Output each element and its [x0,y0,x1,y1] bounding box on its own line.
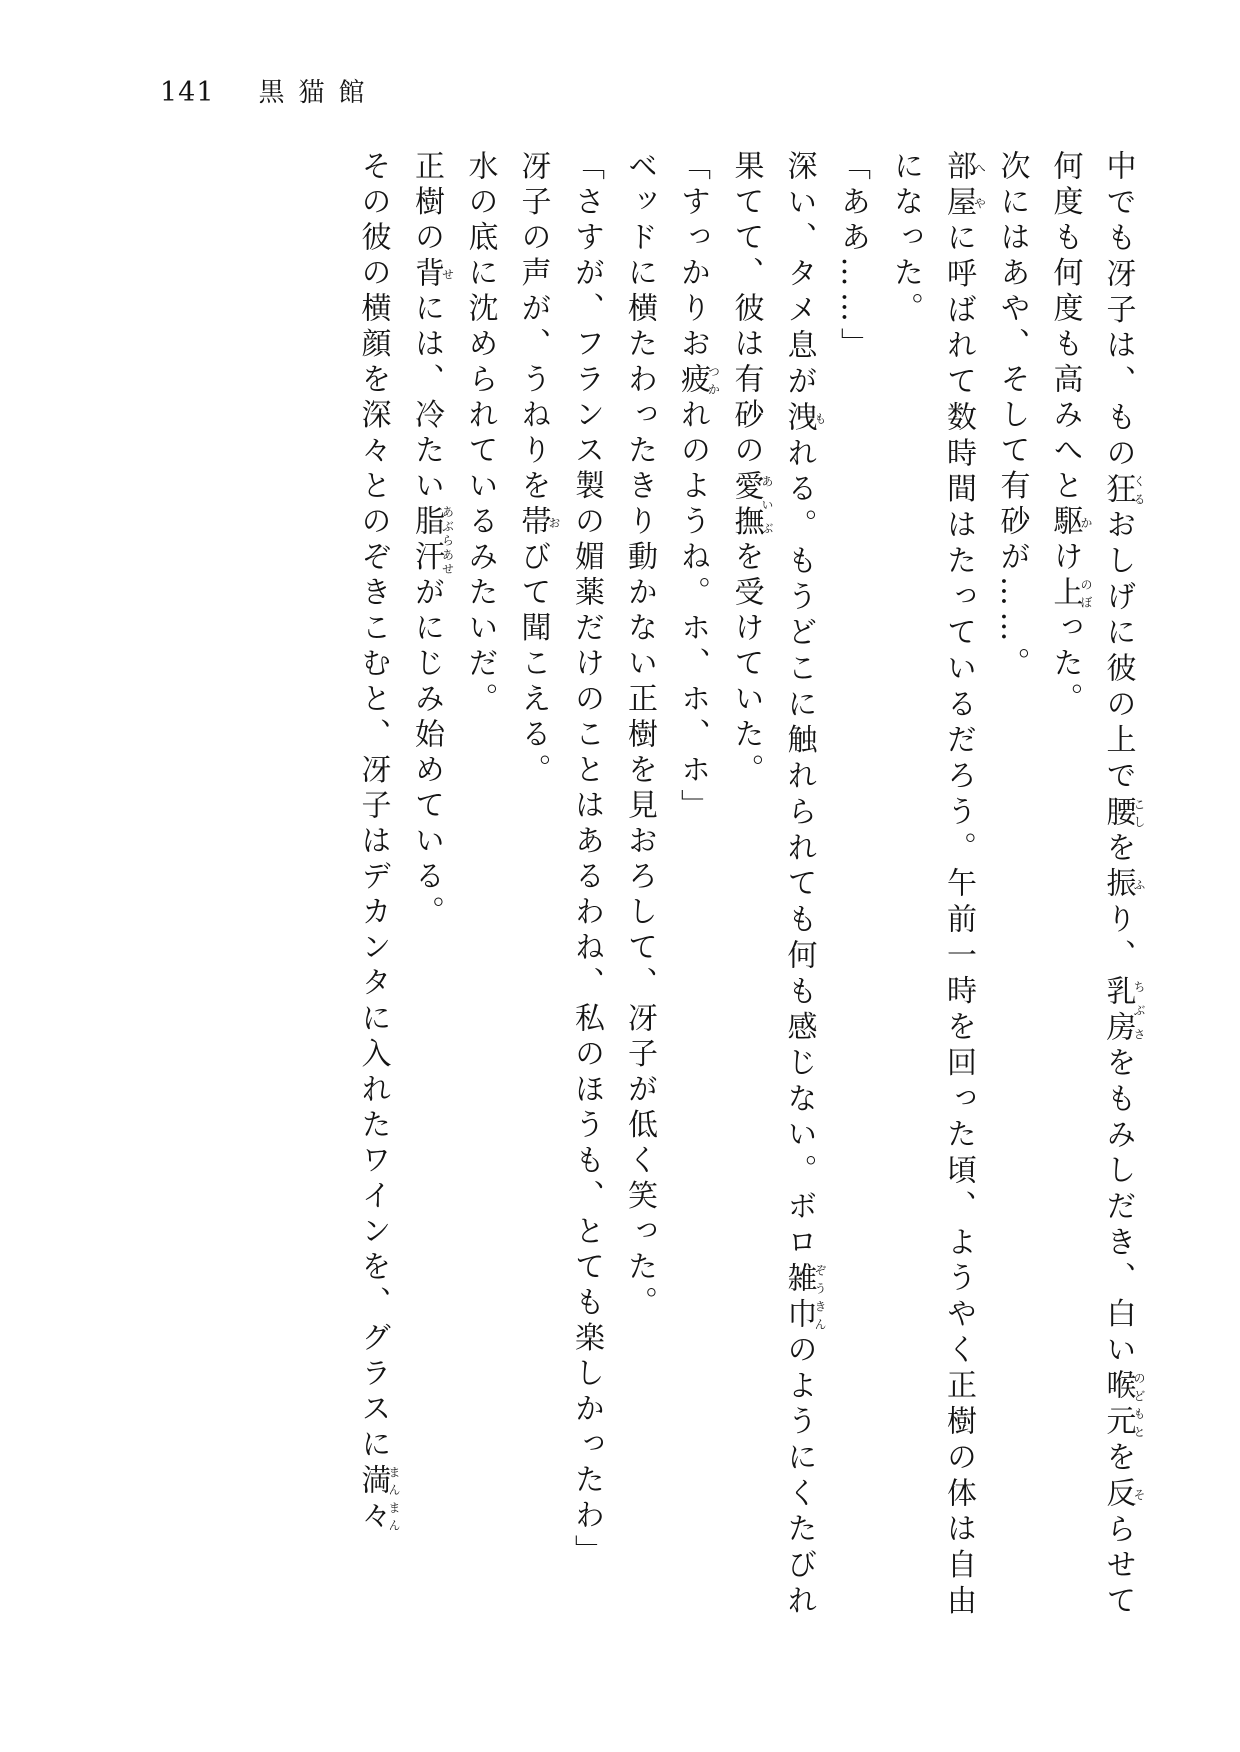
paragraph: 「すっかりお疲つかれのようね。ホ、ホ、ホ」 [675,150,721,825]
ruby-group: 振ふ [1100,867,1146,904]
page-body [145,150,1145,1630]
ruby-group: 満々まんまん [355,1463,401,1535]
ruby-group: 愛撫あいぶ [728,469,774,541]
page-header [160,72,379,109]
paragraph: 中でも冴子は、もの狂くるおしげに彼の上で腰こしを振ふり、乳房ちぶさをもみしだき、白い喉元のどもとを反そらせて何度も何度も高みへと駆かけ上のぼった。 [1047,150,1146,1621]
ruby-group: 反そ [1100,1477,1146,1513]
ruby-group: 喉元のどもと [1100,1369,1146,1442]
ruby-group: 狂くる [1100,472,1146,509]
ruby-group: 背せ [409,256,455,292]
paragraph: 「ああ……」 [835,150,870,363]
paragraph: 深い、タメ息が洩もれる。もうどこに触れられても何も感じない。ボロ雑巾ぞうきんのようにくたびれ果てて、彼は有砂の愛撫あいぶを受けていた。 [728,150,827,1621]
ruby-group: 上のぼ [1047,576,1093,612]
running-title: 黒猫館 [258,78,379,108]
paragraph: 部屋へやに呼ばれて数時間はたっているだろう。午前一時を回った頃、ようやく正樹の体は自由になった。 [888,150,987,1621]
paragraph: 次にはあや、そして有砂が……。 [994,150,1030,683]
ruby-group: 駆か [1047,505,1093,541]
vertical-text-block [145,150,1145,1620]
paragraph: ベッドに横たわったきり動かない正樹を見おろして、冴子が低く笑った。 [622,150,657,1322]
ruby-group: 雑巾ぞうきん [781,1261,827,1334]
ruby-group: 洩も [781,401,827,437]
ruby-group: 腰こし [1100,795,1146,832]
ruby-group: 脂汗あぶらあせ [409,505,455,576]
paragraph: 冴子の声が、うねりを帯おびて聞こえる。 [515,150,561,789]
paragraph: 正樹の背せには、冷たい脂汗あぶらあせがにじみ始めている。 [409,150,455,931]
ruby-group: 部屋へや [941,150,987,222]
ruby-group: 疲つか [675,363,721,399]
ruby-group: 帯お [515,505,561,541]
page-number: 141 [160,77,215,108]
paragraph: 「さすが、フランス製の媚薬だけのことはあるわね、私のほうも、とても楽しかったわ」 [569,150,604,1570]
paragraph: 水の底に沈められているみたいだ。 [462,150,498,718]
paragraph: その彼の横顔を深々とのぞきこむと、冴子はデカンタに入れたワインを、グラスに満々まんまん [355,150,401,1535]
ruby-group: 乳房ちぶさ [1100,974,1146,1047]
